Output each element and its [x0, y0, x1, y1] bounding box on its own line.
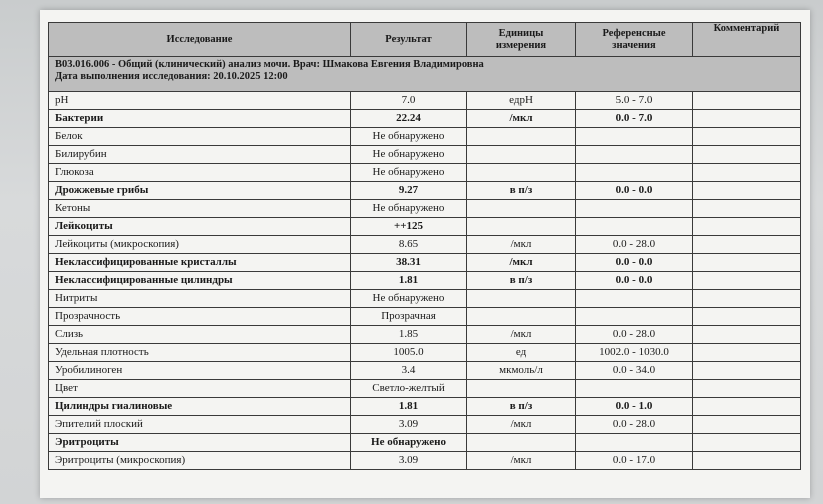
- study-title: B03.016.006 - Общий (клинический) анализ мочи. Врач: Шмакова Евгения Владимировна: [55, 59, 484, 70]
- result-units-cell: ед: [467, 344, 576, 362]
- result-units-cell: едрН: [467, 92, 576, 110]
- result-reference-cell: [576, 164, 693, 182]
- result-reference-cell: 0.0 - 28.0: [576, 326, 693, 344]
- result-name-cell: Бактерии: [49, 110, 351, 128]
- result-units-cell: мкмоль/л: [467, 362, 576, 380]
- result-name-cell: Лейкоциты (микроскопия): [49, 236, 351, 254]
- result-units-cell: в п/з: [467, 398, 576, 416]
- result-value-cell: Прозрачная: [351, 308, 467, 326]
- result-reference-cell: 0.0 - 28.0: [576, 416, 693, 434]
- header-units: Единицы измерения: [467, 23, 576, 57]
- result-value-cell: Не обнаружено: [351, 290, 467, 308]
- result-comment-cell: [693, 146, 801, 164]
- result-value-cell: 3.09: [351, 416, 467, 434]
- table-row: [49, 110, 801, 128]
- result-comment-cell: [693, 308, 801, 326]
- result-comment-cell: [693, 380, 801, 398]
- table-row: [49, 92, 801, 110]
- result-value-cell: Не обнаружено: [351, 128, 467, 146]
- result-comment-cell: [693, 218, 801, 236]
- result-value-cell: 7.0: [351, 92, 467, 110]
- result-name-cell: Эритроциты: [49, 434, 351, 452]
- result-name-cell: Слизь: [49, 326, 351, 344]
- result-units-cell: /мкл: [467, 110, 576, 128]
- result-comment-cell: [693, 164, 801, 182]
- result-units-cell: [467, 434, 576, 452]
- result-units-cell: [467, 128, 576, 146]
- result-comment-cell: [693, 254, 801, 272]
- result-comment-cell: [693, 128, 801, 146]
- result-reference-cell: 0.0 - 0.0: [576, 254, 693, 272]
- header-reference: Референсные значения: [576, 23, 693, 57]
- result-units-cell: /мкл: [467, 452, 576, 470]
- result-name-cell: Уробилиноген: [49, 362, 351, 380]
- header-name: Исследование: [49, 23, 351, 57]
- result-value-cell: 1.85: [351, 326, 467, 344]
- table-row: [49, 164, 801, 182]
- table-row: [49, 146, 801, 164]
- result-name-cell: Цвет: [49, 380, 351, 398]
- table-row: [49, 236, 801, 254]
- lab-results-table: [48, 22, 801, 470]
- result-name-cell: Нитриты: [49, 290, 351, 308]
- result-units-cell: [467, 218, 576, 236]
- result-units-cell: [467, 200, 576, 218]
- result-name-cell: Неклассифицированные цилиндры: [49, 272, 351, 290]
- result-value-cell: Не обнаружено: [351, 146, 467, 164]
- result-reference-cell: 0.0 - 0.0: [576, 272, 693, 290]
- table-row: [49, 200, 801, 218]
- result-name-cell: Удельная плотность: [49, 344, 351, 362]
- result-units-cell: /мкл: [467, 326, 576, 344]
- result-value-cell: 9.27: [351, 182, 467, 200]
- result-reference-cell: [576, 308, 693, 326]
- result-reference-cell: 0.0 - 28.0: [576, 236, 693, 254]
- header-comment: Комментарий: [693, 23, 801, 57]
- result-reference-cell: 0.0 - 0.0: [576, 182, 693, 200]
- result-units-cell: [467, 308, 576, 326]
- result-value-cell: 3.09: [351, 452, 467, 470]
- result-reference-cell: 1002.0 - 1030.0: [576, 344, 693, 362]
- result-name-cell: Белок: [49, 128, 351, 146]
- result-comment-cell: [693, 272, 801, 290]
- result-reference-cell: 0.0 - 34.0: [576, 362, 693, 380]
- result-comment-cell: [693, 416, 801, 434]
- result-reference-cell: 5.0 - 7.0: [576, 92, 693, 110]
- result-name-cell: Билирубин: [49, 146, 351, 164]
- study-date: Дата выполнения исследования: 20.10.2025 12:00: [55, 71, 288, 82]
- result-value-cell: 8.65: [351, 236, 467, 254]
- table-row: [49, 326, 801, 344]
- result-reference-cell: [576, 200, 693, 218]
- result-comment-cell: [693, 236, 801, 254]
- table-row: [49, 272, 801, 290]
- result-value-cell: 1.81: [351, 272, 467, 290]
- result-units-cell: [467, 290, 576, 308]
- table-row: [49, 434, 801, 452]
- result-reference-cell: [576, 380, 693, 398]
- result-reference-cell: [576, 128, 693, 146]
- result-value-cell: 22.24: [351, 110, 467, 128]
- result-units-cell: /мкл: [467, 416, 576, 434]
- result-value-cell: Не обнаружено: [351, 200, 467, 218]
- table-row: [49, 416, 801, 434]
- result-reference-cell: 0.0 - 1.0: [576, 398, 693, 416]
- result-name-cell: pH: [49, 92, 351, 110]
- result-value-cell: ++125: [351, 218, 467, 236]
- result-units-cell: в п/з: [467, 182, 576, 200]
- result-reference-cell: [576, 146, 693, 164]
- table-row: [49, 128, 801, 146]
- result-units-cell: [467, 380, 576, 398]
- result-comment-cell: [693, 344, 801, 362]
- table-row: [49, 218, 801, 236]
- result-comment-cell: [693, 110, 801, 128]
- table-row: [49, 182, 801, 200]
- result-name-cell: Неклассифицированные кристаллы: [49, 254, 351, 272]
- table-row: [49, 308, 801, 326]
- result-comment-cell: [693, 326, 801, 344]
- table-row: [49, 344, 801, 362]
- result-comment-cell: [693, 398, 801, 416]
- result-reference-cell: 0.0 - 17.0: [576, 452, 693, 470]
- result-value-cell: 1005.0: [351, 344, 467, 362]
- result-value-cell: 1.81: [351, 398, 467, 416]
- result-value-cell: Не обнаружено: [351, 434, 467, 452]
- result-comment-cell: [693, 200, 801, 218]
- table-header-row: [49, 23, 801, 57]
- result-units-cell: [467, 146, 576, 164]
- result-name-cell: Кетоны: [49, 200, 351, 218]
- result-reference-cell: [576, 218, 693, 236]
- table-row: [49, 290, 801, 308]
- result-name-cell: Эритроциты (микроскопия): [49, 452, 351, 470]
- study-group-cell: [49, 57, 801, 92]
- result-units-cell: [467, 164, 576, 182]
- study-group-row: [49, 57, 801, 92]
- result-reference-cell: 0.0 - 7.0: [576, 110, 693, 128]
- table-row: [49, 362, 801, 380]
- result-units-cell: в п/з: [467, 272, 576, 290]
- header-result: Результат: [351, 23, 467, 57]
- result-comment-cell: [693, 362, 801, 380]
- result-name-cell: Цилиндры гиалиновые: [49, 398, 351, 416]
- result-comment-cell: [693, 452, 801, 470]
- result-value-cell: Светло-желтый: [351, 380, 467, 398]
- result-units-cell: /мкл: [467, 236, 576, 254]
- result-comment-cell: [693, 182, 801, 200]
- result-units-cell: /мкл: [467, 254, 576, 272]
- result-comment-cell: [693, 434, 801, 452]
- result-value-cell: 3.4: [351, 362, 467, 380]
- result-name-cell: Лейкоциты: [49, 218, 351, 236]
- result-name-cell: Прозрачность: [49, 308, 351, 326]
- result-name-cell: Глюкоза: [49, 164, 351, 182]
- result-comment-cell: [693, 92, 801, 110]
- result-name-cell: Дрожжевые грибы: [49, 182, 351, 200]
- table-row: [49, 398, 801, 416]
- result-comment-cell: [693, 290, 801, 308]
- table-row: [49, 380, 801, 398]
- report-sheet: [40, 10, 810, 498]
- table-row: [49, 452, 801, 470]
- result-reference-cell: [576, 434, 693, 452]
- result-value-cell: 38.31: [351, 254, 467, 272]
- result-value-cell: Не обнаружено: [351, 164, 467, 182]
- result-name-cell: Эпителий плоский: [49, 416, 351, 434]
- result-reference-cell: [576, 290, 693, 308]
- table-row: [49, 254, 801, 272]
